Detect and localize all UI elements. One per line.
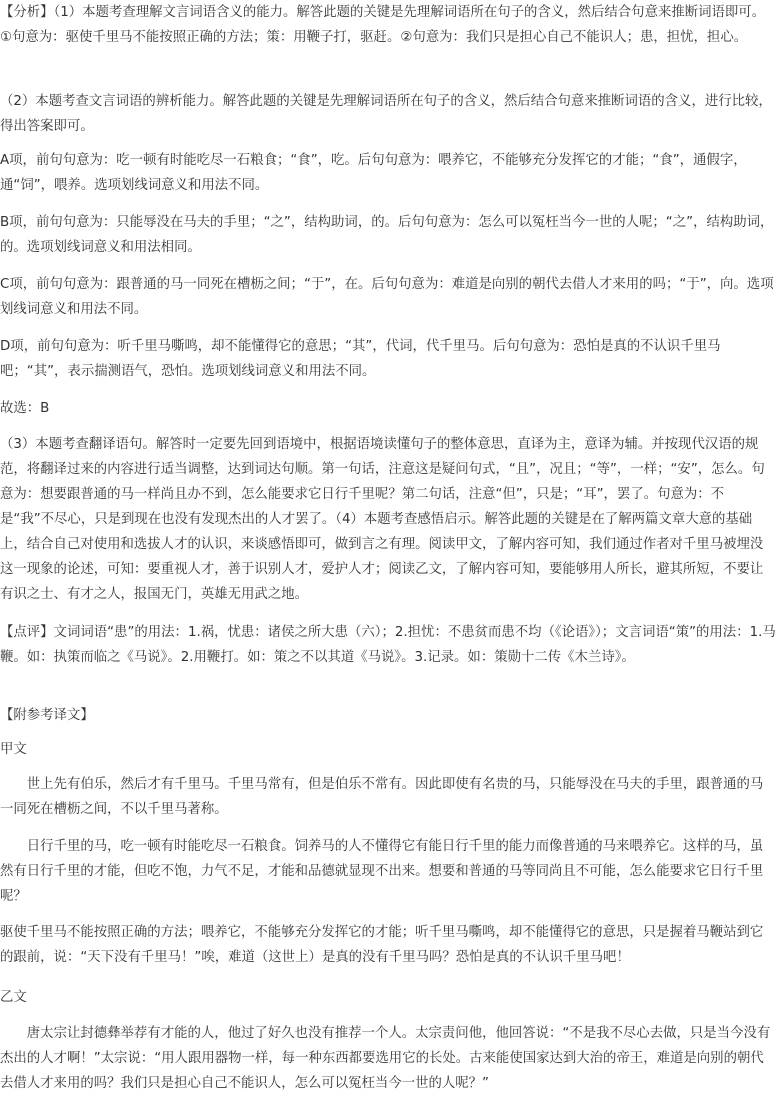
translation-heading: 【附参考译文】 (0, 708, 94, 723)
question-2-intro: （2）本题考查文言词语的辨析能力。解答此题的关键是先理解词语所在句子的含义，然后结合句意来推断词语的含义，进行比较，得出答案即可。 (0, 94, 772, 134)
option-d-paragraph: D项，前句句意为：听千里马嘶鸣，却不能懂得它的意思；“其”，代词，代千里马。后句句意为：恐怕是真的不认识千里马吧；“其”，表示揣测语气，恐怕。选项划线词意义和用法不同。 (0, 339, 721, 379)
section-yi-label: 乙文 (0, 990, 27, 1005)
option-a-paragraph: A项，前句句意为：吃一顿有时能吃尽一石粮食；“食”，吃。后句句意为：喂养它，不能够充分发挥它的才能；“食”，通假字，通“饲”，喂养。选项划线词意义和用法不同。 (0, 153, 747, 193)
question-3-4-paragraph: （3）本题考查翻译语句。解答时一定要先回到语境中，根据语境读懂句子的整体意思，直译为主，意译为辅。并按现代汉语的规范，将翻译过来的内容进行适当调整，达到词达句顺。第一句话，注意这是疑问句式，“且”，况且；“等”，一样；“安”，怎么。句意为：想要跟普通的马一样尚且办不到，怎么能要求它日行千里呢？第二句话，注意“但”，只是；“耳”，罢了。句意为：不是“我”不尽心，只是到现在也没有发现杰出的人才罢了。（4）本题考查感悟启示。解答此题的关键是在了解两篇文章大意的基础上，结合自己对使用和选拔人才的认识，来谈感悟即可，做到言之有理。阅读甲文，了解内容可知，我们通过作者对千里马被埋没这一现象的论述，可知：要重视人才，善于识别人才，爱护人才；阅读乙文，了解内容可知，要能够用人所长，避其所短，不要让有识之士、有才之人，报国无门，英雄无用武之地。 (0, 437, 765, 602)
jia-paragraph-1: 世上先有伯乐，然后才有千里马。千里马常有，但是伯乐不常有。因此即使有名贵的马，只能辱没在马夫的手里，跟普通的马一同死在槽枥之间，不以千里马著称。 (0, 777, 764, 817)
yi-paragraph-1: 唐太宗让封德彝举荐有才能的人，他过了好久也没有推荐一个人。太宗责问他，他回答说：“不是我不尽心去做，只是当今没有杰出的人才啊！”太宗说：“用人跟用器物一样，每一种东西都要选用它的长处。古来能使国家达到大治的帝王，难道是向别的朝代去借人才来用的吗？我们只是担心自己不能识人，怎么可以冤枉当今一世的人呢？” (0, 1026, 771, 1091)
comment-paragraph: 【点评】文词词语“患”的用法：1.祸，忧患：诸侯之所大患（六）；2.担忧：不患贫而患不均（《论语》）；文言词语“策”的用法：1.马鞭。如：执策而临之《马说》。2.用鞭打。如：策之不以其道《马说》。3.记录。如：策勋十二传《木兰诗》。 (0, 625, 776, 665)
option-c-paragraph: C项，前句句意为：跟普通的马一同死在槽枥之间；“于”，在。后句句意为：难道是向别的朝代去借人才来用的吗；“于”，向。选项划线词意义和用法不同。 (0, 277, 774, 317)
analysis-paragraph: 【分析】（1）本题考查理解文言词语含义的能力。解答此题的关键是先理解词语所在句子的含义，然后结合句意来推断词语即可。①句意为：驱使千里马不能按照正确的方法；策：用鞭子打，驱赶。②句意为：我们只是担心自己不能识人；患，担忧，担心。 (0, 5, 766, 45)
answer-line: 故选：B (0, 401, 50, 416)
jia-paragraph-3: 驱使千里马不能按照正确的方法；喂养它，不能够充分发挥它的才能；听千里马嘶鸣，却不能懂得它的意思，只是握着马鞭站到它的跟前，说：“天下没有千里马！”唉，难道（这世上）是真的没有千里马吗？恐怕是真的不认识千里马吧！ (0, 925, 764, 965)
section-jia-label: 甲文 (0, 742, 27, 757)
option-b-paragraph: B项，前句句意为：只能辱没在马夫的手里；“之”，结构助词，的。后句句意为：怎么可以冤枉当今一世的人呢；“之”，结构助词，的。选项划线词意义和用法相同。 (0, 215, 774, 255)
jia-paragraph-2: 日行千里的马，吃一顿有时能吃尽一石粮食。饲养马的人不懂得它有能日行千里的能力而像普通的马来喂养它。这样的马，虽然有日行千里的才能，但吃不饱，力气不足，才能和品德就显现不出来。想要和普通的马等同尚且不可能，怎么能要求它日行千里呢？ (0, 839, 764, 904)
